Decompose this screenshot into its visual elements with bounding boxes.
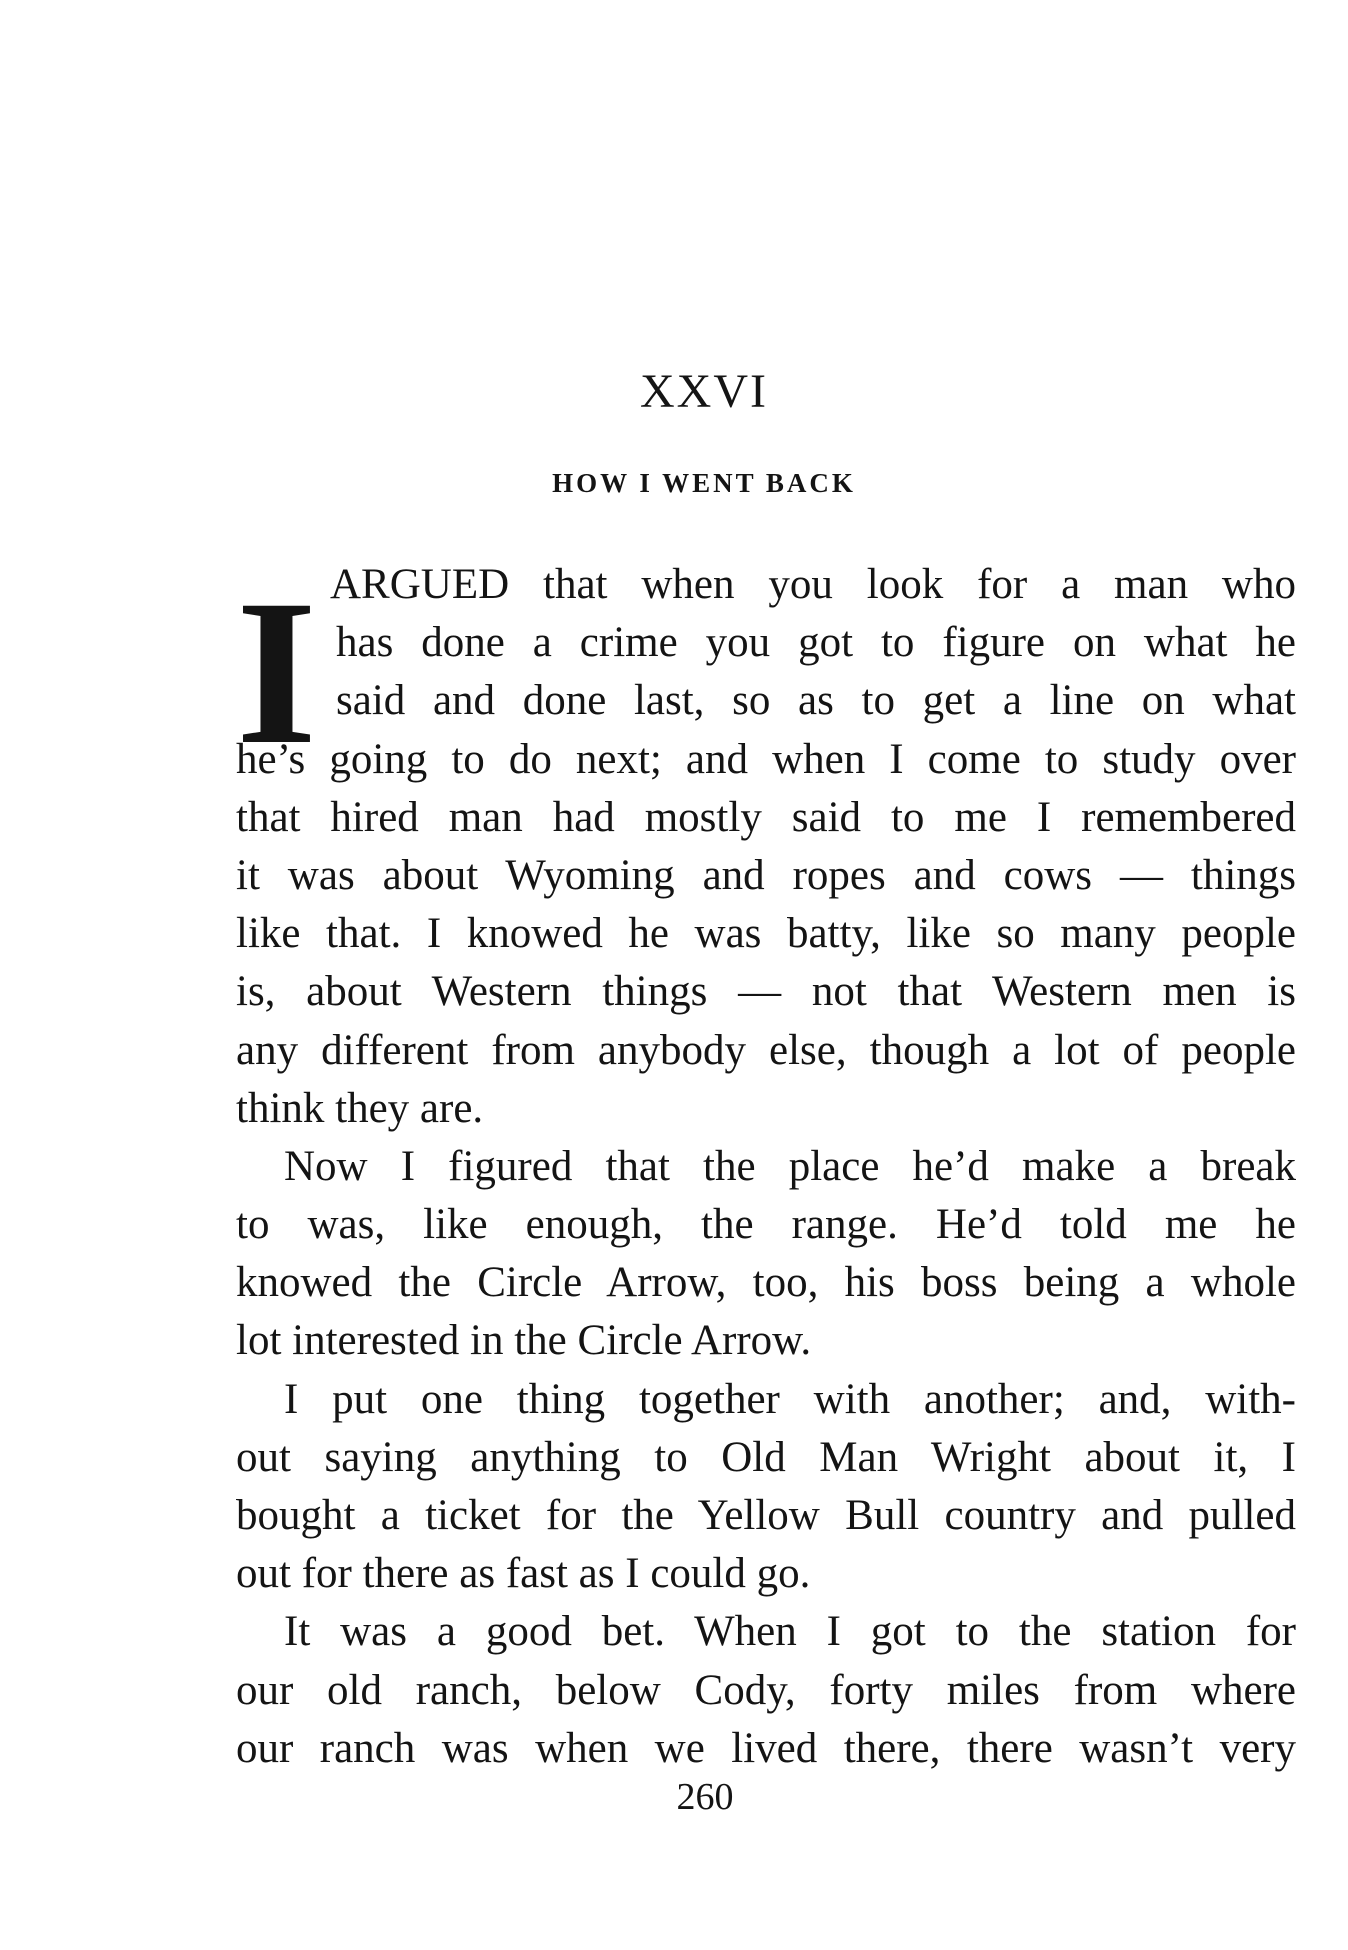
text-line: It was a good bet. When I got to the station for	[284, 1608, 1296, 1656]
text-line: lot interested in the Circle Arrow.	[236, 1317, 812, 1365]
text-line: Now I figured that the place he’d make a break	[284, 1142, 1296, 1190]
text-line: think they are.	[236, 1084, 484, 1132]
text-line: he’s going to do next; and when I come to study over	[236, 735, 1296, 783]
text-line: our ranch was when we lived there, there wasn’t very	[236, 1724, 1296, 1772]
text-line: that hired man had mostly said to me I remembered	[236, 793, 1296, 841]
text-line: like that. I knowed he was batty, like so many people	[236, 910, 1296, 958]
text-line: bought a ticket for the Yellow Bull country and pulled	[236, 1492, 1296, 1539]
chapter-title: HOW I WENT BACK	[552, 468, 856, 498]
page-number: 260	[676, 1776, 734, 1818]
body-text	[236, 556, 1296, 1778]
chapter-number: XXVI	[640, 365, 768, 418]
drop-cap: I	[236, 557, 317, 787]
text-line: knowed the Circle Arrow, too, his boss being a whole	[236, 1259, 1296, 1307]
text-line: is, about Western things — not that Western men is	[236, 968, 1296, 1016]
text-line: out saying anything to Old Man Wright about it, I	[236, 1433, 1296, 1481]
text-line: said and done last, so as to get a line on what	[336, 677, 1296, 725]
text-line: has done a crime you got to figure on what he	[336, 619, 1296, 667]
text-line: it was about Wyoming and ropes and cows — things	[236, 851, 1296, 899]
text-line: to was, like enough, the range. He’d told me he	[236, 1201, 1296, 1249]
text-line: any different from anybody else, though a lot of people	[236, 1026, 1296, 1074]
text-line: our old ranch, below Cody, forty miles from where	[236, 1666, 1296, 1714]
text-line: out for there as fast as I could go.	[236, 1550, 811, 1598]
text-line: ARGUED that when you look for a man who	[330, 561, 1296, 608]
text-line: I put one thing together with another; and, with-	[284, 1375, 1296, 1423]
